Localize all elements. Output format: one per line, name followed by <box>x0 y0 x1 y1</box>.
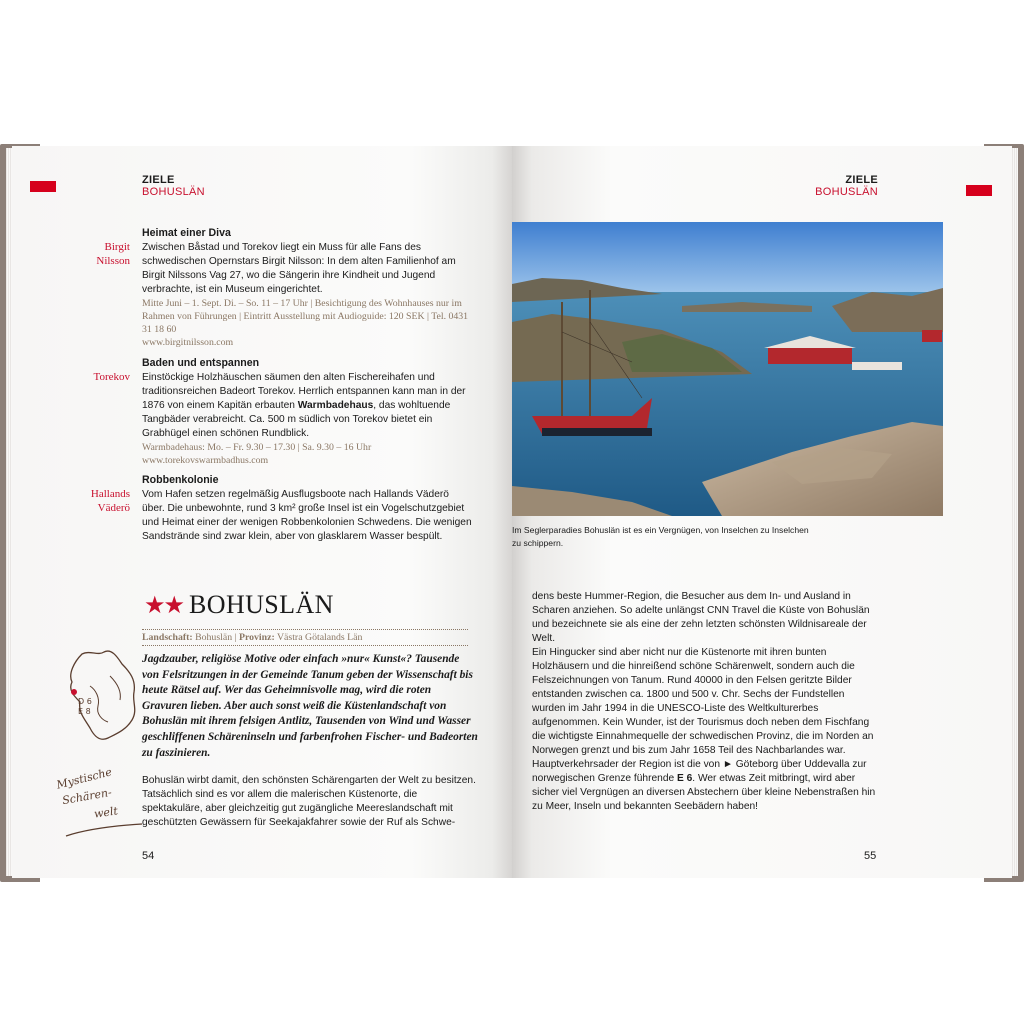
paragraph <box>532 758 880 814</box>
running-head-region: BOHUSLÄN <box>815 186 878 198</box>
sidenote-line: Birgit <box>104 241 130 253</box>
page-right <box>512 146 1012 878</box>
running-head-left <box>142 174 205 198</box>
entry-info: Mitte Juni – 1. Sept. Di. – So. 11 – 17 Uhr | Besichtigung des Wohnhauses nur im Rahmen von Führungen | Eintritt Ausstellung mit Audioguide: 120 SEK | Tel. 0431 31 18 60 <box>142 298 469 335</box>
entry-text: Zwischen Båstad und Torekov liegt ein Muss für alle Fans des schwedischen Opernstars Birgit Nilsson: In dem alten Familienhof am Birgit Nilssons Vag 27, wo die Sängerin ihre Kindheit und Jugend verbrachte, ist ein Museum eingerichtet. <box>142 242 456 295</box>
entry-robbenkolonie <box>142 473 474 544</box>
page-number-right: 55 <box>864 850 877 862</box>
entry-title: Heimat einer Diva <box>142 227 231 239</box>
entry-text: Vom Hafen setzen regelmäßig Ausflugsboote nach Hallands Väderö über. Die unbewohnte, rund 3 km² große Insel ist ein Vogelschutzgebiet und Heimat einer der wenigen Robbenkolonien Schwedens. Die wenigen Sandstrände sind zwar klein, aber von glasklarem Wasser bespült. <box>142 489 472 542</box>
page-left <box>12 146 512 878</box>
entry-url[interactable]: www.torekovswarmbadhus.com <box>142 455 269 466</box>
open-book <box>0 140 1024 884</box>
sidenote-line: Hallands <box>90 488 130 500</box>
chapter-tab-right <box>966 185 992 196</box>
sidenote-line: Nilsson <box>96 255 130 267</box>
handnote-underline-icon <box>64 820 144 840</box>
map-grid-label: E 8 <box>78 707 91 716</box>
chapter-tab-left <box>30 181 56 192</box>
right-column-text <box>532 590 880 814</box>
paragraph-part: Hauptverkehrsader der Region ist die von ► Göteborg über Uddevalla zur norwegischen Grenze führende <box>532 759 867 784</box>
meta-label: Provinz: <box>238 632 275 643</box>
meta-value: Västra Götalands Län <box>274 632 363 643</box>
running-head-right <box>812 174 878 198</box>
entry-text <box>142 371 474 441</box>
sidenote-birgit-nilsson <box>70 240 130 268</box>
running-head-section: ZIELE <box>845 174 878 186</box>
entry-text-part: Einstöckige Holzhäuschen säumen den alten Fischereihafen und traditionsreichen Badeort Torekov. Herrlich entspannen kann man in der 1876 von einem Kapitän erbauten <box>142 372 466 411</box>
running-head-section: ZIELE <box>142 174 175 186</box>
sidenote-line: Väderö <box>97 502 130 514</box>
paragraph: Ein Hingucker sind aber nicht nur die Küstenorte mit ihren bunten Holzhäusern und die hinreißend schöne Schärenwelt, sondern auch die Felszeichnungen von Tanum. Rund 40000 in den Felsen geritzte Bilder entstanden zwischen ca. 1800 und 500 v. Chr. Sechs der Fundstellen wurden im Jahr 1994 in die UNESCO-Liste des Weltkulturerbes aufgenommen. Kein Wunder, ist der Tourismus doch neben dem Fischfang die wichtigste Einnahmequelle der schwedischen Provinz, die im Norden an Norwegen grenzt und bis zum Jahr 1658 Teil des Nachbarlandes war. <box>532 647 874 756</box>
handnote-line: Mystische <box>55 765 114 792</box>
rating-stars-icon: ★★ <box>144 591 184 619</box>
entry-baden-und-entspannen <box>142 356 474 467</box>
paragraph-part: . Wer etwas Zeit mitbringt, wird aber sicher viel Vergnügen an diversen Abstechern über kleine Nebenstraßen hin zu Meer, Inseln und bekannten Seebädern haben! <box>532 773 876 812</box>
entry-info: Warmbadehaus: Mo. – Fr. 9.30 – 17.30 | Sa. 9.30 – 16 Uhr <box>142 442 372 453</box>
entry-title: Baden und entspannen <box>142 357 260 369</box>
handwritten-note <box>50 765 142 836</box>
handnote-line: welt <box>93 804 119 821</box>
region-heading <box>144 590 334 620</box>
meta-value: Bohuslän | <box>192 632 239 643</box>
handnote-line: Schären- <box>61 785 113 808</box>
sidenote-hallands-vaderoe <box>70 487 130 515</box>
photo-caption: Im Seglerparadies Bohuslän ist es ein Vergnügen, von Inselchen zu Inselchen zu schippern. <box>512 525 809 548</box>
region-title: BOHUSLÄN <box>189 590 334 619</box>
entry-text-part: , das wohltuende Tangbäder verabreicht. Ca. 500 m südlich von Torekov bietet ein Grabhügel einen schönen Rundblick. <box>142 400 451 439</box>
entry-title: Robbenkolonie <box>142 474 219 486</box>
map-grid-label: D 6 <box>78 697 92 706</box>
region-meta <box>142 629 468 646</box>
entry-text-bold: Warmbadehaus <box>297 400 374 411</box>
paragraph: dens beste Hummer-Region, die Besucher aus dem In- und Ausland in Scharen anziehen. So adelte unlängst CNN Travel die Küste von Bohuslän und bezeichnete sie als eine der zehn letzten schönsten Wildnisareale der Welt. <box>532 591 870 644</box>
sidenote-line: Torekov <box>93 371 130 383</box>
region-lead: Jagdzauber, religiöse Motive oder einfach »nur« Kunst«? Tausende von Felsritzungen in der Gemeinde Tanum geben der Wissenschaft bis heute Rätsel auf. Wer das Geheimnisvolle mag, wird die roten Gravuren lieben. Aber auch sonst weiß die Küstenlandschaft von Bohuslän mit ihrem felsigen Antlitz, Tausenden von Wind und Wasser geschliffenen Schäreninseln und farbenfrohen Fischer- und Badeorten zu faszinieren. <box>142 653 478 759</box>
paragraph-bold: E 6 <box>676 773 693 784</box>
locator-map-icon <box>60 646 146 746</box>
entry-url[interactable]: www.birgitnilsson.com <box>142 337 234 348</box>
photo-sailing-ship-bohuslaen <box>512 222 943 516</box>
running-head-region: BOHUSLÄN <box>142 186 205 198</box>
entry-heimat-einer-diva <box>142 226 474 349</box>
region-body: Bohuslän wirbt damit, den schönsten Schärengarten der Welt zu besitzen. Tatsächlich sind es vor allem die malerischen Küstenorte, die spektakuläre, aber gleichzeitig gut zugängliche Meereslandschaft mit geschützten Gewässern für Seekajakfahrer sowie der Ruf als Schwe- <box>142 775 476 828</box>
sidenote-torekov <box>70 370 130 384</box>
meta-label: Landschaft: <box>142 632 193 643</box>
page-number-left: 54 <box>142 850 155 862</box>
